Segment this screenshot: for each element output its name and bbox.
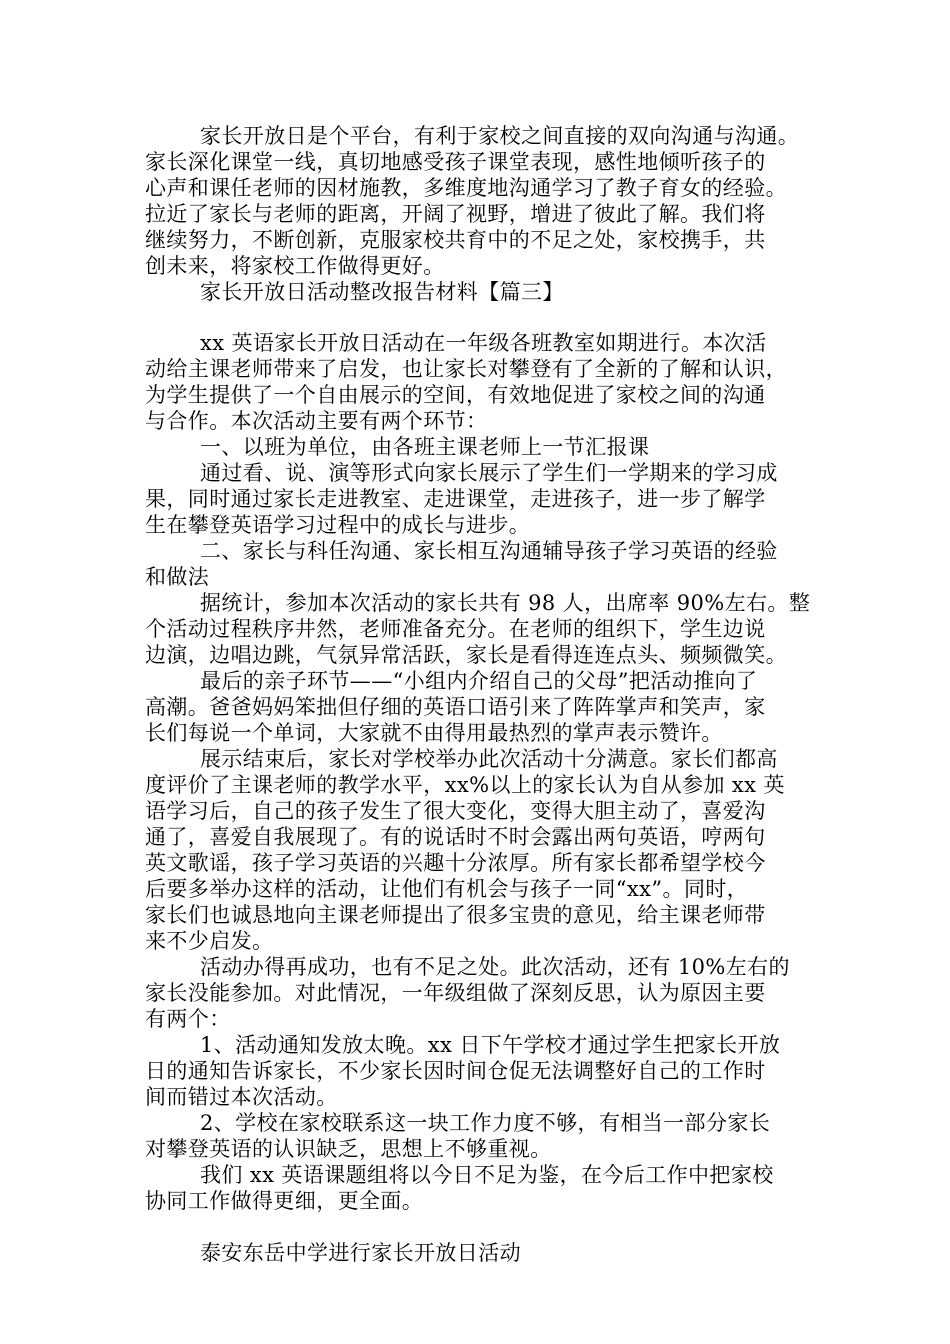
text-line: 二、家长与科任沟通、家长相互沟通辅导孩子学习英语的经验 — [200, 539, 778, 563]
text-line: 家长开放日是个平台，有利于家校之间直接的双向沟通与沟通。 — [200, 124, 800, 148]
text-line: 创未来，将家校工作做得更好。 — [145, 254, 445, 278]
closing-heading: 泰安东岳中学进行家长开放日活动 — [200, 1241, 521, 1265]
text-line: 来不少启发。 — [145, 929, 274, 953]
text-line: 动给主课老师带来了启发，也让家长对攀登有了全新的了解和认识， — [145, 357, 787, 381]
text-line: 高潮。爸爸妈妈笨拙但仔细的英语口语引来了阵阵掌声和笑声，家 — [145, 695, 766, 719]
text-line: 度评价了主课老师的教学水平，xx%以上的家长认为自从参加 xx 英 — [145, 773, 785, 797]
text-line: 长们每说一个单词，大家就不由得用最热烈的掌声表示赞许。 — [145, 721, 723, 745]
text-line: 有两个： — [145, 1007, 231, 1031]
text-line: 2、学校在家校联系这一块工作力度不够，有相当一部分家长 — [200, 1111, 771, 1135]
text-line: 语学习后，自己的孩子发生了很大变化，变得大胆主动了，喜爱沟 — [145, 799, 766, 823]
text-line: 家长们也诚恳地向主课老师提出了很多宝贵的意见，给主课老师带 — [145, 903, 766, 927]
text-line: 与合作。本次活动主要有两个环节： — [145, 409, 488, 433]
text-line: 继续努力，不断创新，克服家校共育中的不足之处，家校携手，共 — [145, 228, 766, 252]
text-line: 展示结束后，家长对学校举办此次活动十分满意。家长们都高 — [200, 747, 778, 771]
text-line: 果，同时通过家长走进教室、走进课堂，走进孩子，进一步了解学 — [145, 487, 766, 511]
text-line: 日的通知告诉家长，不少家长因时间仓促无法调整好自己的工作时 — [145, 1059, 766, 1083]
text-line: 个活动过程秩序井然，老师准备充分。在老师的组织下，学生边说 — [145, 617, 766, 641]
text-line: 最后的亲子环节——“小组内介绍自己的父母”把活动推向了 — [200, 669, 758, 693]
text-line: 家长深化课堂一线，真切地感受孩子课堂表现，感性地倾听孩子的 — [145, 150, 766, 174]
text-line: 一、以班为单位，由各班主课老师上一节汇报课 — [200, 435, 650, 459]
text-line: 据统计，参加本次活动的家长共有 98 人，出席率 90%左右。整 — [200, 591, 811, 615]
text-line: 生在攀登英语学习过程中的成长与进步。 — [145, 513, 531, 537]
text-line: 间而错过本次活动。 — [145, 1085, 338, 1109]
text-line: 家长没能参加。对此情况，一年级组做了深刻反思，认为原因主要 — [145, 981, 766, 1005]
text-line: 1、活动通知发放太晚。xx 日下午学校才通过学生把家长开放 — [200, 1033, 781, 1057]
text-line: 英文歌谣，孩子学习英语的兴趣十分浓厚。所有家长都希望学校今 — [145, 851, 766, 875]
text-line: 通了，喜爱自我展现了。有的说话时不时会露出两句英语，哼两句 — [145, 825, 766, 849]
text-line: 对攀登英语的认识缺乏，思想上不够重视。 — [145, 1137, 552, 1161]
text-line: xx 英语家长开放日活动在一年级各班教室如期进行。本次活 — [200, 331, 767, 355]
text-line: 活动办得再成功，也有不足之处。此次活动，还有 10%左右的 — [200, 955, 790, 979]
text-line: 通过看、说、演等形式向家长展示了学生们一学期来的学习成 — [200, 461, 778, 485]
text-line: 协同工作做得更细，更全面。 — [145, 1189, 424, 1213]
text-line: 心声和课任老师的因材施教，多维度地沟通学习了教子育女的经验。 — [145, 176, 787, 200]
text-line: 拉近了家长与老师的距离，开阔了视野，增进了彼此了解。我们将 — [145, 202, 766, 226]
section-heading: 家长开放日活动整改报告材料【篇三】 — [200, 280, 564, 304]
text-line: 为学生提供了一个自由展示的空间，有效地促进了家校之间的沟通 — [145, 383, 766, 407]
text-line: 和做法 — [145, 565, 210, 589]
text-line: 边演，边唱边跳，气氛异常活跃，家长是看得连连点头、频频微笑。 — [145, 643, 787, 667]
text-line: 我们 xx 英语课题组将以今日不足为鉴，在今后工作中把家校 — [200, 1163, 774, 1187]
text-line: 后要多举办这样的活动，让他们有机会与孩子一同“xx”。同时， — [145, 877, 749, 901]
